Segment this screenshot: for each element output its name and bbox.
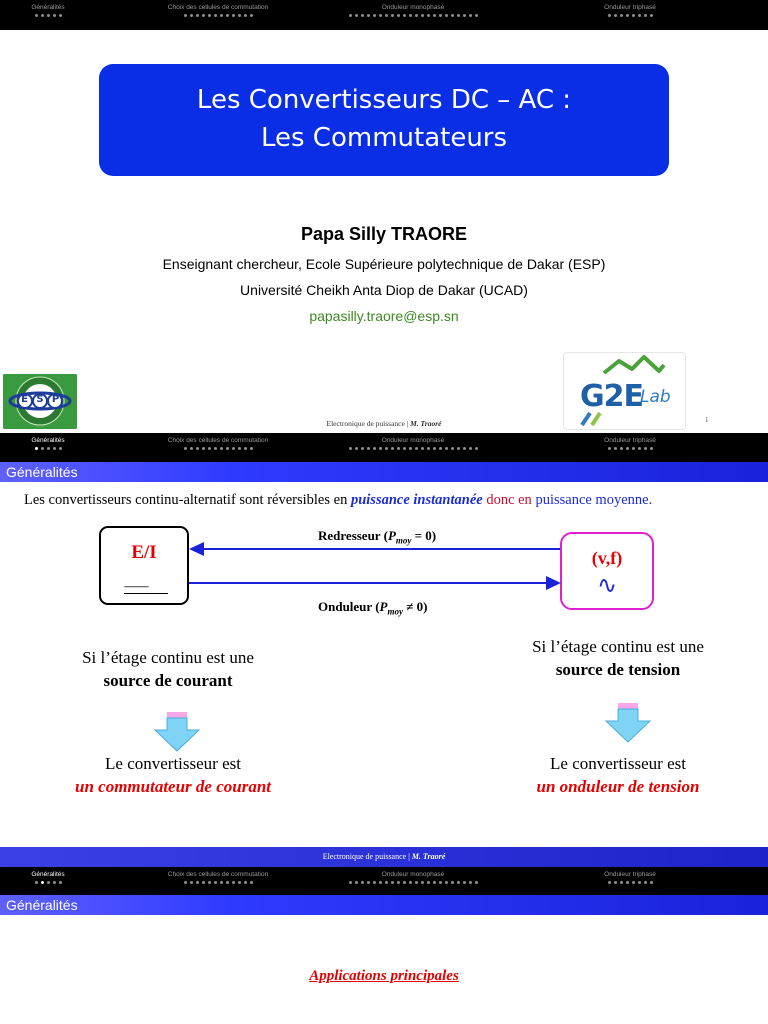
dc-symbol-line bbox=[124, 593, 168, 594]
nav-section-label: Généralités bbox=[31, 871, 65, 878]
nav-section-cellules[interactable] bbox=[164, 4, 272, 17]
nav-dot[interactable] bbox=[608, 881, 611, 884]
nav-dot-current[interactable] bbox=[35, 447, 38, 450]
ac-source-label: (v,f) bbox=[591, 548, 623, 568]
nav-section-monophase[interactable] bbox=[330, 437, 496, 450]
title-line-2: Les Commutateurs bbox=[260, 123, 508, 153]
nav-dot[interactable] bbox=[632, 881, 635, 884]
nav-dot[interactable] bbox=[427, 881, 430, 884]
nav-dot[interactable] bbox=[457, 447, 460, 450]
nav-section-label: Choix des cellules de commutation bbox=[167, 4, 269, 11]
section-header: Généralités bbox=[0, 462, 768, 482]
nav-section-triphase[interactable] bbox=[588, 4, 672, 17]
nav-dot[interactable] bbox=[638, 881, 641, 884]
nav-dot[interactable] bbox=[403, 14, 406, 17]
nav-dot[interactable] bbox=[451, 881, 454, 884]
nav-dot[interactable] bbox=[361, 447, 364, 450]
nav-section-label: Choix des cellules de commutation bbox=[167, 871, 269, 878]
navigation-bar bbox=[0, 0, 768, 30]
nav-dot[interactable] bbox=[421, 881, 424, 884]
affiliation-esp: Enseignant chercheur, Ecole Supérieure polytechnique de Dakar (ESP) bbox=[162, 256, 606, 272]
nav-dot[interactable] bbox=[439, 14, 442, 17]
intro-sentence bbox=[24, 492, 652, 509]
nav-dot[interactable] bbox=[469, 881, 472, 884]
nav-dot[interactable] bbox=[463, 881, 466, 884]
nav-dot[interactable] bbox=[614, 447, 617, 450]
nav-dot[interactable] bbox=[361, 881, 364, 884]
nav-dot[interactable] bbox=[433, 881, 436, 884]
nav-dot[interactable] bbox=[620, 447, 623, 450]
nav-dot[interactable] bbox=[379, 881, 382, 884]
onduleur-relation: ≠ 0) bbox=[402, 599, 428, 614]
nav-dot[interactable] bbox=[385, 447, 388, 450]
nav-dot[interactable] bbox=[47, 881, 50, 884]
nav-dot[interactable] bbox=[379, 14, 382, 17]
nav-dot[interactable] bbox=[421, 14, 424, 17]
condition-emphasis: source de tension bbox=[555, 660, 681, 679]
redresseur-relation: = 0) bbox=[411, 528, 437, 543]
nav-dot[interactable] bbox=[59, 881, 62, 884]
result-text: Le convertisseur est bbox=[105, 754, 241, 773]
nav-dot[interactable] bbox=[469, 447, 472, 450]
onduleur-subscript: moy bbox=[387, 606, 403, 617]
section-header: Généralités bbox=[0, 895, 768, 915]
nav-dot[interactable] bbox=[608, 14, 611, 17]
nav-dot[interactable] bbox=[626, 14, 629, 17]
nav-dot[interactable] bbox=[208, 881, 211, 884]
nav-dot[interactable] bbox=[463, 14, 466, 17]
nav-dot[interactable] bbox=[620, 14, 623, 17]
intro-conclusion: puissance moyenne. bbox=[535, 492, 653, 508]
dc-source-box bbox=[99, 526, 189, 605]
intro-emphasis: puissance instantanée bbox=[350, 492, 483, 508]
ac-source-box bbox=[560, 532, 654, 610]
nav-dot[interactable] bbox=[415, 14, 418, 17]
nav-dot[interactable] bbox=[415, 447, 418, 450]
nav-dot[interactable] bbox=[457, 14, 460, 17]
condition-text: Si l’étage continu est une bbox=[532, 637, 704, 656]
result-emphasis: un onduleur de tension bbox=[536, 777, 700, 796]
nav-dot[interactable] bbox=[59, 14, 62, 17]
dc-symbol-dashes: ------------ bbox=[124, 581, 148, 591]
nav-dot[interactable] bbox=[232, 14, 235, 17]
page-number: 1 bbox=[705, 416, 709, 424]
nav-dot[interactable] bbox=[650, 14, 653, 17]
nav-section-generalites[interactable] bbox=[20, 4, 76, 17]
nav-dot[interactable] bbox=[184, 881, 187, 884]
nav-dot[interactable] bbox=[427, 14, 430, 17]
footer-author: M. Traoré bbox=[411, 852, 446, 861]
nav-dot[interactable] bbox=[433, 447, 436, 450]
condition-emphasis: source de courant bbox=[103, 671, 233, 690]
nav-dot[interactable] bbox=[41, 447, 44, 450]
down-arrow-icon bbox=[605, 703, 651, 743]
nav-dot[interactable] bbox=[451, 14, 454, 17]
nav-dot[interactable] bbox=[220, 447, 223, 450]
voltage-inverter-result bbox=[476, 752, 760, 798]
nav-dot[interactable] bbox=[244, 447, 247, 450]
nav-dot[interactable] bbox=[397, 881, 400, 884]
nav-dot[interactable] bbox=[190, 881, 193, 884]
nav-dot[interactable] bbox=[644, 14, 647, 17]
nav-section-generalites[interactable] bbox=[20, 437, 76, 450]
nav-dot[interactable] bbox=[445, 447, 448, 450]
nav-dot[interactable] bbox=[208, 14, 211, 17]
nav-dot[interactable] bbox=[644, 881, 647, 884]
nav-dot[interactable] bbox=[214, 14, 217, 17]
nav-dot[interactable] bbox=[349, 447, 352, 450]
title-line-1: Les Convertisseurs DC – AC : bbox=[196, 85, 572, 115]
slide-footer bbox=[0, 847, 768, 867]
nav-dot[interactable] bbox=[226, 14, 229, 17]
nav-dot[interactable] bbox=[196, 447, 199, 450]
nav-dot[interactable] bbox=[433, 14, 436, 17]
nav-dot[interactable] bbox=[184, 14, 187, 17]
nav-dot[interactable] bbox=[644, 447, 647, 450]
nav-dot[interactable] bbox=[41, 14, 44, 17]
onduleur-label bbox=[318, 599, 427, 617]
nav-dot[interactable] bbox=[349, 881, 352, 884]
nav-dot[interactable] bbox=[47, 447, 50, 450]
redresseur-arrowhead bbox=[189, 542, 204, 556]
nav-dot[interactable] bbox=[361, 14, 364, 17]
nav-dot[interactable] bbox=[391, 447, 394, 450]
nav-dot[interactable] bbox=[373, 447, 376, 450]
g2elab-logo-lab: Lab bbox=[640, 387, 671, 407]
nav-dot[interactable] bbox=[202, 14, 205, 17]
footer-author: M. Traoré bbox=[410, 419, 442, 428]
presentation-title bbox=[99, 64, 669, 176]
redresseur-label bbox=[318, 528, 436, 546]
nav-section-cellules[interactable] bbox=[164, 437, 272, 450]
nav-dot[interactable] bbox=[626, 881, 629, 884]
current-source-condition bbox=[40, 646, 296, 692]
nav-dot[interactable] bbox=[620, 881, 623, 884]
nav-section-generalites[interactable] bbox=[20, 871, 76, 884]
nav-dot[interactable] bbox=[397, 14, 400, 17]
redresseur-subscript: moy bbox=[395, 535, 412, 546]
nav-dot[interactable] bbox=[220, 14, 223, 17]
nav-dot[interactable] bbox=[427, 447, 430, 450]
nav-dot[interactable] bbox=[208, 447, 211, 450]
nav-section-label: Onduleur triphasé bbox=[604, 4, 656, 11]
intro-text: Les convertisseurs continu-alternatif sont réversibles en bbox=[24, 492, 351, 508]
author-email[interactable]: papasilly.traore@esp.sn bbox=[309, 308, 459, 324]
nav-dot[interactable] bbox=[35, 881, 38, 884]
nav-dot[interactable] bbox=[244, 881, 247, 884]
redresseur-text: Redresseur ( bbox=[318, 528, 388, 543]
nav-dot[interactable] bbox=[457, 881, 460, 884]
nav-section-monophase[interactable] bbox=[330, 871, 496, 884]
nav-dot[interactable] bbox=[190, 447, 193, 450]
nav-dot[interactable] bbox=[35, 14, 38, 17]
nav-dot[interactable] bbox=[475, 881, 478, 884]
footer-course: Electronique de puissance | bbox=[326, 419, 411, 428]
nav-dot[interactable] bbox=[190, 14, 193, 17]
result-text: Le convertisseur est bbox=[550, 754, 686, 773]
nav-section-label: Généralités bbox=[31, 437, 65, 444]
nav-dot[interactable] bbox=[391, 14, 394, 17]
nav-section-triphase[interactable] bbox=[588, 437, 672, 450]
nav-dot-current[interactable] bbox=[41, 881, 44, 884]
nav-section-triphase[interactable] bbox=[588, 871, 672, 884]
nav-dot[interactable] bbox=[220, 881, 223, 884]
nav-dot[interactable] bbox=[403, 881, 406, 884]
nav-dot[interactable] bbox=[202, 447, 205, 450]
nav-section-label: Onduleur monophasé bbox=[381, 437, 445, 444]
nav-dot[interactable] bbox=[59, 447, 62, 450]
nav-dot[interactable] bbox=[367, 447, 370, 450]
down-arrow-icon bbox=[154, 712, 200, 752]
nav-dot[interactable] bbox=[214, 447, 217, 450]
sine-wave-icon: ∿ bbox=[596, 571, 618, 599]
nav-dot[interactable] bbox=[226, 447, 229, 450]
onduleur-arrowhead bbox=[546, 576, 561, 590]
affiliation-ucad: Université Cheikh Anta Diop de Dakar (UCAD) bbox=[240, 282, 528, 298]
condition-text: Si l’étage continu est une bbox=[82, 648, 254, 667]
nav-dot[interactable] bbox=[367, 14, 370, 17]
nav-dot[interactable] bbox=[614, 881, 617, 884]
voltage-source-condition bbox=[490, 635, 746, 681]
nav-dot[interactable] bbox=[184, 447, 187, 450]
nav-dot[interactable] bbox=[650, 881, 653, 884]
nav-dot[interactable] bbox=[367, 881, 370, 884]
nav-dot[interactable] bbox=[238, 881, 241, 884]
nav-dot[interactable] bbox=[196, 14, 199, 17]
nav-dot[interactable] bbox=[451, 447, 454, 450]
nav-dot[interactable] bbox=[250, 447, 253, 450]
nav-dot[interactable] bbox=[632, 447, 635, 450]
nav-dot[interactable] bbox=[403, 447, 406, 450]
nav-section-label: Onduleur triphasé bbox=[604, 871, 656, 878]
nav-dot[interactable] bbox=[469, 14, 472, 17]
nav-dot[interactable] bbox=[409, 14, 412, 17]
nav-dot[interactable] bbox=[650, 447, 653, 450]
nav-dot[interactable] bbox=[632, 14, 635, 17]
author-name: Papa Silly TRAORE bbox=[300, 224, 468, 244]
nav-section-label: Onduleur triphasé bbox=[604, 437, 656, 444]
nav-dot[interactable] bbox=[373, 14, 376, 17]
nav-dot[interactable] bbox=[638, 14, 641, 17]
nav-dot[interactable] bbox=[409, 881, 412, 884]
nav-dot[interactable] bbox=[385, 14, 388, 17]
nav-dot[interactable] bbox=[409, 447, 412, 450]
onduleur-symbol: P bbox=[379, 599, 388, 614]
nav-dot[interactable] bbox=[53, 447, 56, 450]
intro-connector: donc en bbox=[482, 492, 536, 508]
nav-section-label: Onduleur monophasé bbox=[381, 871, 445, 878]
nav-dot[interactable] bbox=[349, 14, 352, 17]
nav-dot[interactable] bbox=[373, 881, 376, 884]
nav-dot[interactable] bbox=[238, 14, 241, 17]
nav-section-monophase[interactable] bbox=[330, 4, 496, 17]
nav-dot[interactable] bbox=[475, 14, 478, 17]
nav-section-label: Onduleur monophasé bbox=[381, 4, 445, 11]
nav-dot[interactable] bbox=[226, 881, 229, 884]
dc-source-label: E/I bbox=[131, 542, 157, 563]
nav-dot[interactable] bbox=[439, 881, 442, 884]
nav-dot[interactable] bbox=[196, 881, 199, 884]
onduleur-text: Onduleur ( bbox=[318, 599, 380, 614]
nav-dot[interactable] bbox=[238, 447, 241, 450]
esp-logo-text: E S P bbox=[21, 394, 60, 405]
nav-dot[interactable] bbox=[232, 447, 235, 450]
nav-dot[interactable] bbox=[214, 881, 217, 884]
nav-dot[interactable] bbox=[614, 14, 617, 17]
nav-section-cellules[interactable] bbox=[164, 871, 272, 884]
nav-dot[interactable] bbox=[244, 14, 247, 17]
nav-dot[interactable] bbox=[202, 881, 205, 884]
nav-dot[interactable] bbox=[397, 447, 400, 450]
nav-dot[interactable] bbox=[355, 447, 358, 450]
nav-dot[interactable] bbox=[421, 447, 424, 450]
current-commutator-result bbox=[30, 752, 316, 798]
nav-dot[interactable] bbox=[638, 447, 641, 450]
nav-section-label: Généralités bbox=[31, 4, 65, 11]
nav-dot[interactable] bbox=[415, 881, 418, 884]
result-emphasis: un commutateur de courant bbox=[74, 777, 271, 796]
nav-dot[interactable] bbox=[53, 881, 56, 884]
nav-dot[interactable] bbox=[232, 881, 235, 884]
navigation-bar bbox=[0, 867, 768, 897]
nav-dot[interactable] bbox=[250, 14, 253, 17]
applications-heading: Applications principales bbox=[309, 968, 459, 984]
slide-footer bbox=[0, 419, 768, 428]
redresseur-symbol: P bbox=[387, 528, 396, 543]
nav-dot[interactable] bbox=[53, 14, 56, 17]
footer-course: Electronique de puissance | bbox=[322, 852, 412, 861]
nav-dot[interactable] bbox=[463, 447, 466, 450]
nav-dot[interactable] bbox=[445, 881, 448, 884]
nav-dot[interactable] bbox=[391, 881, 394, 884]
nav-dot[interactable] bbox=[355, 881, 358, 884]
nav-dot[interactable] bbox=[475, 447, 478, 450]
nav-dot[interactable] bbox=[439, 447, 442, 450]
nav-dot[interactable] bbox=[626, 447, 629, 450]
nav-dot[interactable] bbox=[608, 447, 611, 450]
nav-dot[interactable] bbox=[379, 447, 382, 450]
nav-dot[interactable] bbox=[250, 881, 253, 884]
nav-dot[interactable] bbox=[47, 14, 50, 17]
nav-dot[interactable] bbox=[355, 14, 358, 17]
nav-dot[interactable] bbox=[445, 14, 448, 17]
g2elab-logo-text: G2E bbox=[580, 379, 643, 414]
nav-dot[interactable] bbox=[385, 881, 388, 884]
nav-section-label: Choix des cellules de commutation bbox=[167, 437, 269, 444]
navigation-bar bbox=[0, 433, 768, 463]
